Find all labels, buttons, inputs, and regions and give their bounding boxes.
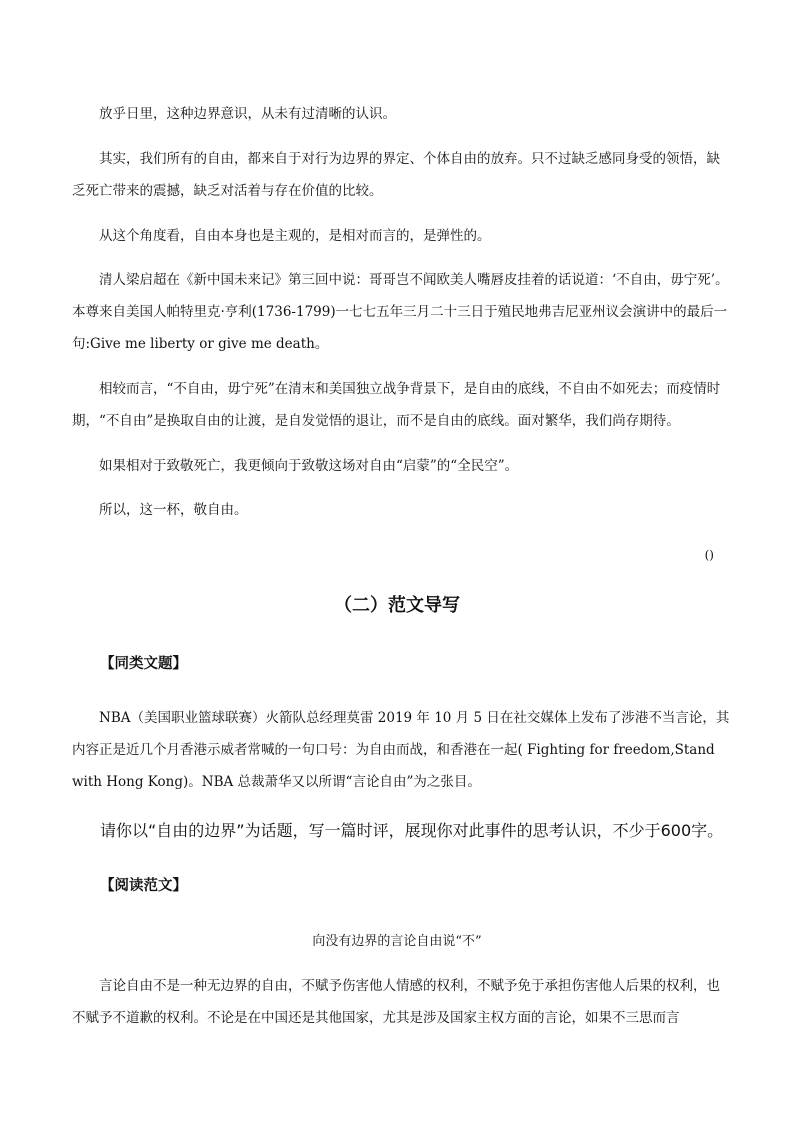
model-essay-paragraph-1: 言论自由不是一种无边界的自由，不赋予伤害他人情感的权利，不赋予免于承担伤害他人后果的权利，也不赋予不道歉的权利。不论是在中国还是其他国家，尤其是涉及国家主权方面的言论，如果不三思而言: [72, 978, 720, 1026]
similar-topic-heading: 【同类文题】: [100, 656, 187, 672]
essay-paragraph-3: 从这个角度看，自由本身也是主观的，是相对而言的，是弹性的。: [99, 228, 491, 244]
source-mark: (): [704, 548, 714, 562]
essay-paragraph-7: 所以，这一杯，敬自由。: [99, 502, 248, 518]
essay-paragraph-5: 相较而言，“不自由，毋宁死”在清末和美国独立战争背景下，是自由的底线，不自由不如死去；而疫情时期，“不自由”是换取自由的让渡，是自发觉悟的退让，而不是自由的底线。面对繁华，我们尚存期待。: [72, 381, 721, 429]
essay-paragraph-1: 放乎日里，这种边界意识，从未有过清晰的认识。: [99, 106, 396, 122]
essay-paragraph-6: 如果相对于致敬死亡，我更倾向于致敬这场对自由“启蒙”的“全民空”。: [99, 458, 519, 474]
section-title: （二）范文导写: [334, 595, 460, 616]
model-essay-heading: 【阅读范文】: [100, 878, 187, 894]
model-essay-title: 向没有边界的言论自由说“不”: [312, 934, 482, 949]
essay-paragraph-4: 清人梁启超在《新中国未来记》第三回中说：哥哥岂不闻欧美人嘴唇皮挂着的话说道：‘不自由，毋宁死’。本尊来自美国人帕特里克·亨利(1736-1799)一七七五年三月二十三日于殖民地弗吉尼亚州议会演讲中的最后一句:Give me liberty or give me death。: [72, 272, 729, 352]
essay-paragraph-2: 其实，我们所有的自由，都来自于对行为边界的界定、个体自由的放弃。只不过缺乏感同身受的领悟，缺乏死亡带来的震撼，缺乏对活着与存在价值的比较。: [72, 151, 720, 199]
prompt-paragraph: NBA（美国职业篮球联赛）火箭队总经理莫雷 2019 年 10 月 5 日在社交媒体上发布了涉港不当言论，其内容正是近几个月香港示威者常喊的一句口号：为自由而战，和香港在一起( Fighting for freedom,Stand with Hong Kong)。NBA 总裁萧华又以所谓“言论自由”为之张目。: [72, 710, 730, 790]
writing-task: 请你以“自由的边界”为话题，写一篇时评，展现你对此事件的思考认识，不少于600字。: [100, 821, 724, 840]
